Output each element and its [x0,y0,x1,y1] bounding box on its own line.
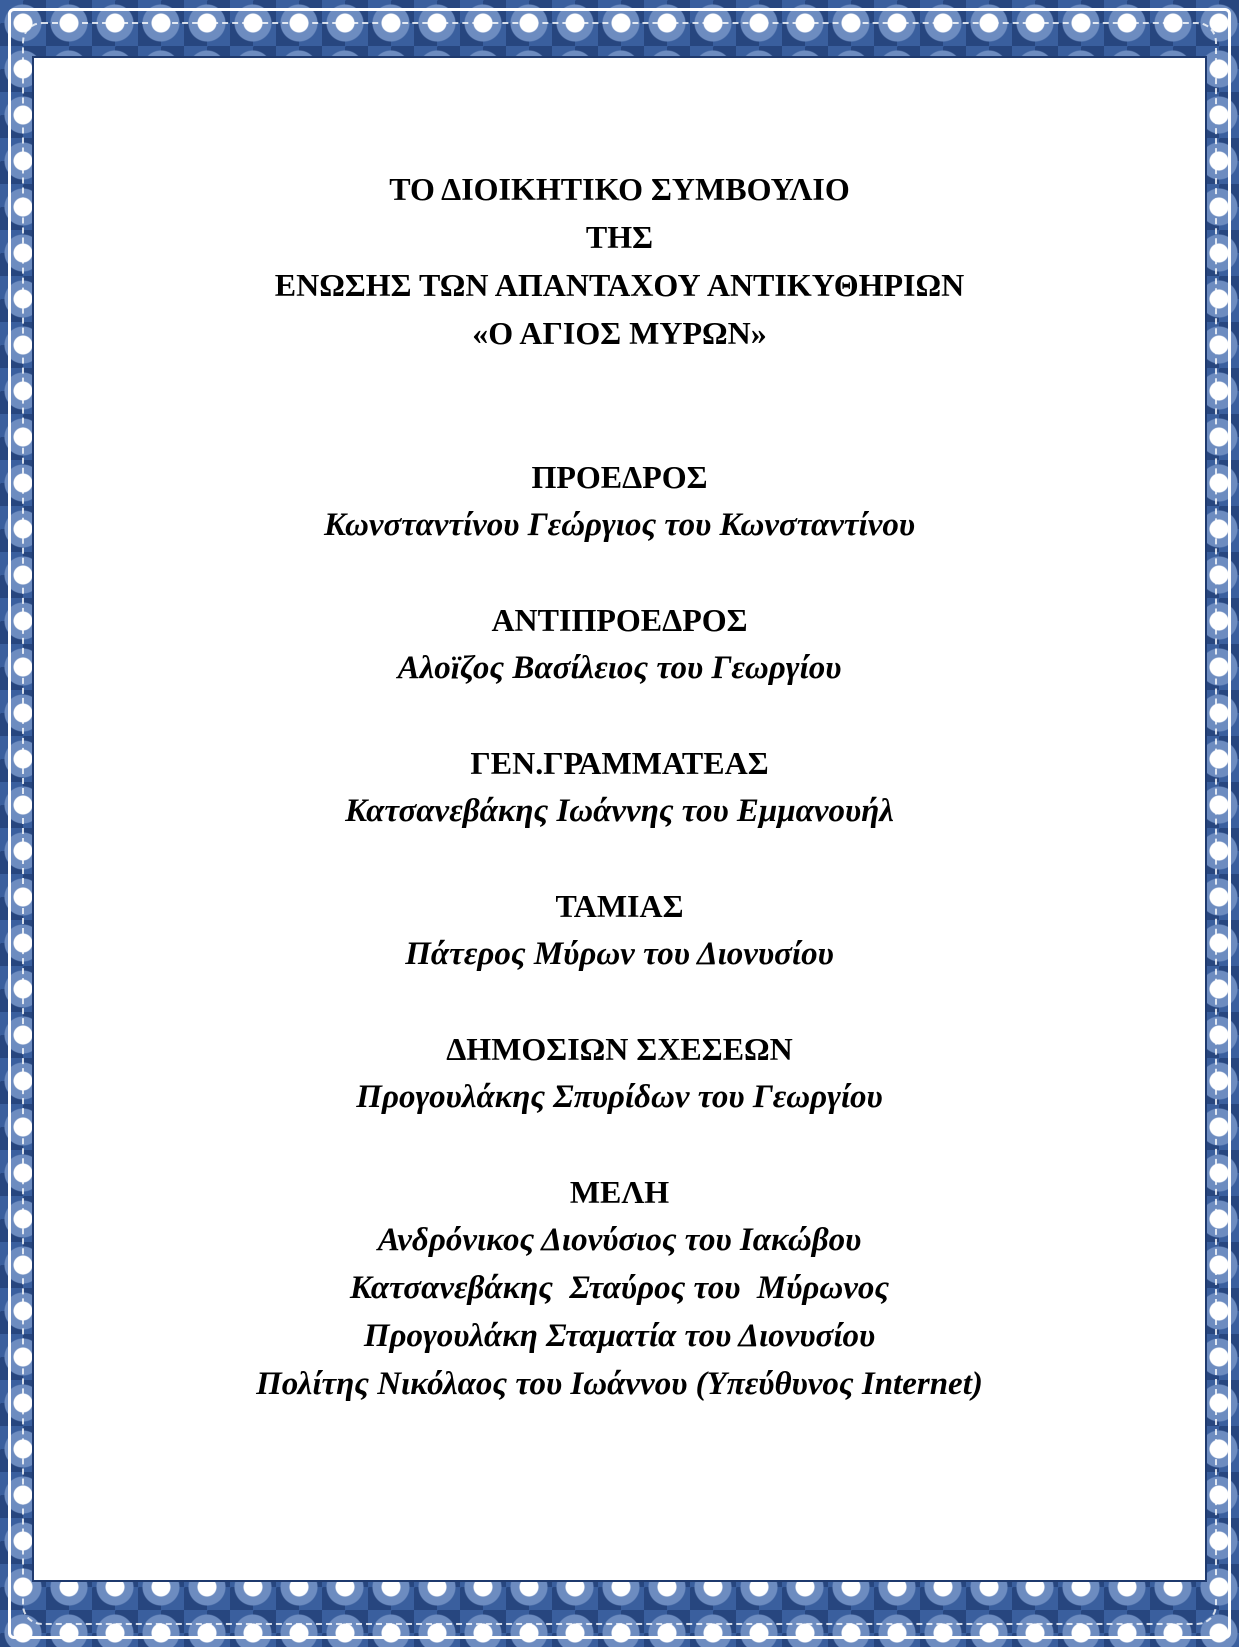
header-line-of: ΤΗΣ [585,219,654,255]
role-title: ΑΝΤΙΠΡΟΕΔΡΟΣ [491,602,748,638]
role-title: ΜΕΛΗ [569,1174,670,1210]
member-name: Προγουλάκη Σταματία του Διονυσίου [363,1318,876,1354]
role-title: ΓΕΝ.ΓΡΑΜΜΑΤΕΑΣ [470,745,769,781]
section-president [37,453,1202,549]
header-line-board: ΤΟ ΔΙΟΙΚΗΤΙΚΟ ΣΥΜΒΟΥΛΙΟ [389,171,850,207]
header-line-name: «Ο ΑΓΙΟΣ ΜΥΡΩΝ» [472,315,767,351]
section-secretary [37,739,1202,835]
section-public-relations [37,1025,1202,1121]
role-title: ΔΗΜΟΣΙΩΝ ΣΧΕΣΕΩΝ [446,1031,793,1067]
document-header [37,61,1202,357]
member-name: Πάτερος Μύρων του Διονυσίου [405,936,834,972]
member-name: Κατσανεβάκης Ιωάννης του Εμμανουήλ [345,793,894,829]
member-name: Κατσανεβάκης Σταύρος του Μύρωνος [349,1270,890,1306]
role-title: ΤΑΜΙΑΣ [555,888,684,924]
header-line-union: ΕΝΩΣΗΣ ΤΩΝ ΑΠΑΝΤΑΧΟΥ ΑΝΤΙΚΥΘΗΡΙΩΝ [274,267,965,303]
section-vice-president [37,596,1202,692]
member-name: Ανδρόνικος Διονύσιος του Ιακώβου [377,1222,862,1258]
member-name: Προγουλάκης Σπυρίδων του Γεωργίου [356,1079,883,1115]
section-treasurer [37,882,1202,978]
document-content [37,61,1202,1408]
member-name: Αλοϊζος Βασίλειος του Γεωργίου [397,650,842,686]
member-name: Πολίτης Νικόλαος του Ιωάννου (Υπεύθυνος Internet) [256,1366,983,1402]
section-members [37,1168,1202,1408]
role-title: ΠΡΟΕΔΡΟΣ [531,459,708,495]
member-name: Κωνσταντίνου Γεώργιος του Κωνσταντίνου [323,507,916,543]
